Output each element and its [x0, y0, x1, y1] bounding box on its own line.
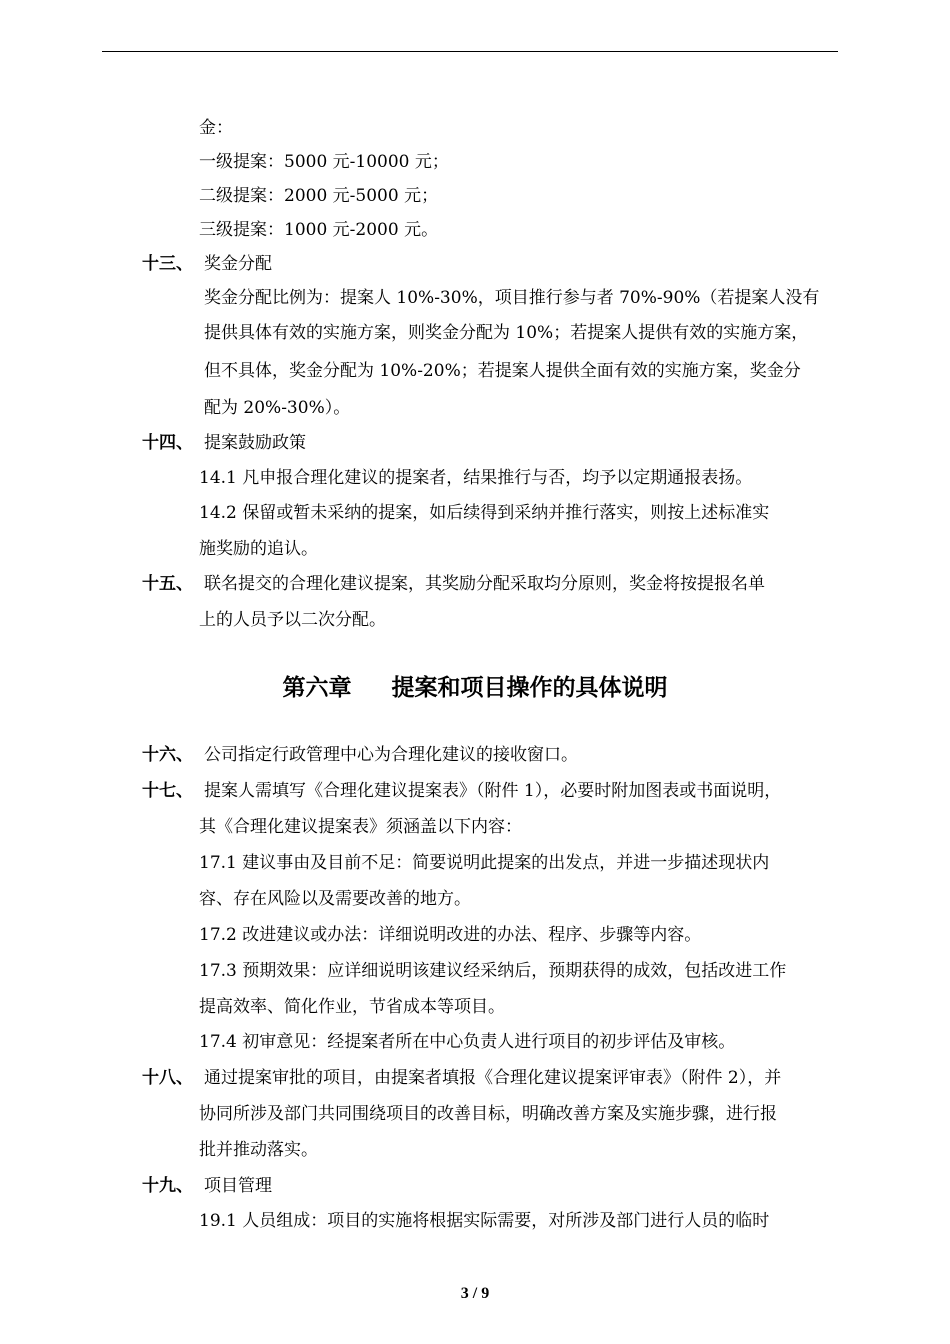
text-line: 提高效率、简化作业，节省成本等项目。: [199, 997, 505, 1017]
text-line: 奖金分配比例为：提案人 10%-30%，项目推行参与者 70%-90%（若提案人没有: [204, 288, 820, 308]
text-line: 17.1 建议事由及目前不足：简要说明此提案的出发点，并进一步描述现状内: [199, 853, 770, 873]
chapter-title: 第六章 提案和项目操作的具体说明: [282, 675, 668, 701]
section-number: 十五、: [142, 574, 193, 594]
section-heading: 提案鼓励政策: [204, 433, 306, 453]
section-number: 十七、: [142, 781, 193, 801]
section-text: 公司指定行政管理中心为合理化建议的接收窗口。: [204, 745, 578, 765]
section-number: 十四、: [142, 433, 193, 453]
section-number: 十九、: [142, 1176, 193, 1196]
text-line: 17.2 改进建议或办法：详细说明改进的办法、程序、步骤等内容。: [199, 925, 702, 945]
section-text: 通过提案审批的项目，由提案者填报《合理化建议提案评审表》（附件 2），并: [204, 1068, 782, 1088]
section-heading: 奖金分配: [204, 254, 272, 274]
text-line: 配为 20%-30%）。: [204, 398, 351, 418]
text-line: 其《合理化建议提案表》须涵盖以下内容：: [199, 817, 522, 837]
text-line: 17.3 预期效果：应详细说明该建议经采纳后，预期获得的成效，包括改进工作: [199, 961, 787, 981]
section-number: 十八、: [142, 1068, 193, 1088]
text-line: 14.2 保留或暂未采纳的提案，如后续得到采纳并推行落实，则按上述标准实: [199, 503, 770, 523]
header-rule: [102, 51, 838, 52]
text-line: 19.1 人员组成：项目的实施将根据实际需要，对所涉及部门进行人员的临时: [199, 1211, 770, 1231]
text-line: 协同所涉及部门共同围绕项目的改善目标，明确改善方案及实施步骤，进行报: [199, 1104, 777, 1124]
section-number: 十六、: [142, 745, 193, 765]
section-heading: 项目管理: [204, 1176, 272, 1196]
text-line: 二级提案：2000 元-5000 元；: [199, 186, 439, 206]
section-number: 十三、: [142, 254, 193, 274]
text-line: 14.1 凡申报合理化建议的提案者，结果推行与否，均予以定期通报表扬。: [199, 468, 753, 488]
text-line: 批并推动落实。: [199, 1140, 318, 1160]
text-line: 17.4 初审意见：经提案者所在中心负责人进行项目的初步评估及审核。: [199, 1032, 736, 1052]
section-text: 提案人需填写《合理化建议提案表》（附件 1），必要时附加图表或书面说明，: [204, 781, 782, 801]
text-line: 施奖励的追认。: [199, 539, 318, 559]
page-number: 3 / 9: [460, 1285, 490, 1302]
text-line: 上的人员予以二次分配。: [199, 610, 386, 630]
text-line: 提供具体有效的实施方案，则奖金分配为 10%；若提案人提供有效的实施方案，: [204, 323, 809, 343]
section-text: 联名提交的合理化建议提案，其奖励分配采取均分原则，奖金将按提报名单: [204, 574, 765, 594]
text-line: 容、存在风险以及需要改善的地方。: [199, 889, 471, 909]
text-line: 但不具体，奖金分配为 10%-20%；若提案人提供全面有效的实施方案，奖金分: [204, 361, 801, 381]
text-line: 金：: [199, 118, 233, 138]
text-line: 一级提案：5000 元-10000 元；: [199, 152, 449, 172]
text-line: 三级提案：1000 元-2000 元。: [199, 220, 439, 240]
